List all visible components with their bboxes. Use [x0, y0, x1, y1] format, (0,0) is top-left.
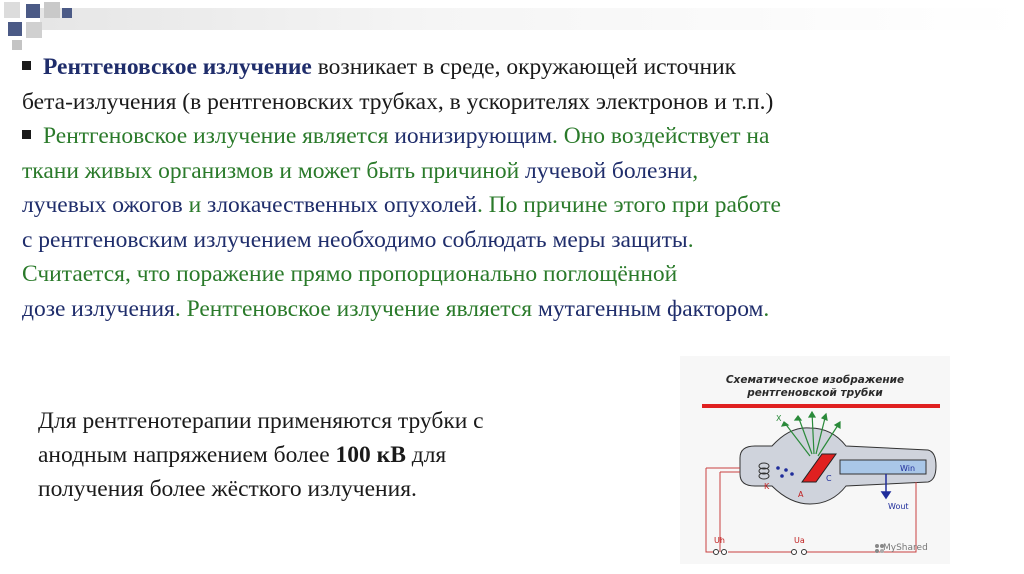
link-malignant-tumors[interactable]: злокачественных опухолей [207, 192, 477, 218]
figure-title-line-1: Схематическое изображение [725, 374, 905, 386]
therapy-line-3: получения более жёсткого излучения. [38, 476, 417, 502]
para-line-1: Рентгеновское излучение возникает в среде, окружающей источник [22, 50, 1012, 85]
para-line-2: бета-излучения (в рентгеновских трубках, в ускорителях электронов и т.п.) [22, 88, 774, 115]
para-line-7: Считается, что поражение прямо пропорционально поглощённой [22, 261, 678, 287]
label-water-in: Win [900, 464, 916, 473]
label-cathode: K [764, 482, 770, 491]
para-line-5: лучевых ожогов и злокачественных опухолей. По причине этого при работе [22, 192, 781, 218]
label-x: X [776, 414, 782, 423]
label-anode: A [798, 490, 804, 499]
label-water-out: Wout [888, 502, 909, 511]
figure-title-line-2: рентгеновской трубки [747, 387, 883, 399]
link-safety-measures[interactable]: с рентгеновским излучением необходимо соблюдать меры защиты [22, 226, 688, 253]
label-ua: Ua [794, 536, 805, 545]
link-mutagenic-factor[interactable]: мутагенным фактором [537, 295, 764, 322]
main-paragraph [22, 50, 1012, 326]
link-ionizing[interactable]: ионизирующим [394, 123, 552, 149]
square-bullet-icon [22, 130, 31, 139]
link-radiation-sickness[interactable]: лучевой болезни [525, 157, 693, 184]
watermark-text: MyShared [883, 543, 928, 553]
link-absorbed-dose[interactable]: дозе излучения [22, 295, 175, 322]
para-line-8: дозе излучения. Рентгеновское излучение является мутагенным фактором. [22, 295, 770, 322]
therapy-paragraph [38, 404, 638, 506]
header-gradient-bar [40, 8, 1024, 30]
tube-schematic-drawing [680, 356, 950, 564]
therapy-line-1: Для рентгенотерапии применяются трубки с [38, 408, 484, 434]
square-bullet-icon [22, 61, 31, 70]
term-xray: Рентгеновское излучение [43, 54, 312, 80]
xray-tube-diagram [680, 356, 950, 564]
voltage-value: 100 кВ [335, 442, 406, 468]
para-line-3: Рентгеновское излучение является ионизирующим. Оно воздействует на [22, 119, 1012, 154]
label-uh: Uh [714, 536, 725, 545]
para-line-6: с рентгеновским излучением необходимо соблюдать меры защиты. [22, 226, 694, 253]
label-c: C [826, 474, 832, 483]
red-title-bar [702, 404, 940, 408]
link-radiation-burns[interactable]: лучевых ожогов [22, 192, 183, 218]
para-line-4: ткани живых организмов и может быть причиной лучевой болезни, [22, 157, 699, 184]
therapy-line-2: анодным напряжением более 100 кВ для [38, 442, 447, 468]
